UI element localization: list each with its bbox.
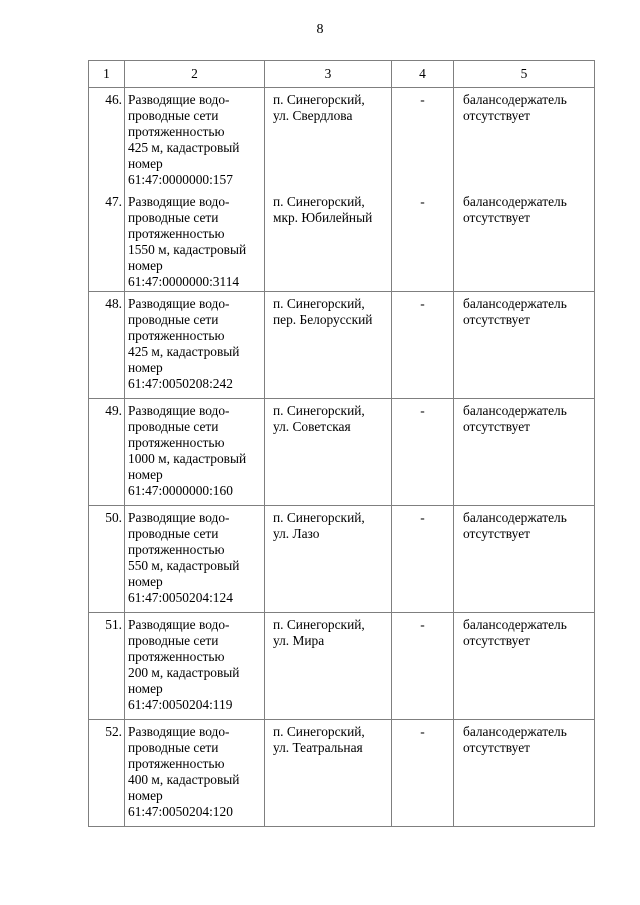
- owner-status: балансодержатель отсутствует: [463, 724, 567, 755]
- object-name: Разводящие водо- проводные сети протяженностью 200 м, кадастровый номер 61:47:0050204:119: [128, 617, 240, 712]
- col4-value: -: [420, 510, 425, 525]
- object-address: п. Синегорский, ул. Мира: [273, 617, 365, 648]
- object-name: Разводящие водо- проводные сети протяженностью 425 м, кадастровый номер 61:47:0050208:242: [128, 296, 240, 391]
- page-number: 8: [316, 22, 324, 37]
- header-col-1: 1: [89, 61, 125, 88]
- owner-status: балансодержатель отсутствует: [463, 296, 567, 327]
- header-col-4: 4: [392, 61, 454, 88]
- row-number: 51.: [105, 617, 122, 632]
- row-number: 50.: [105, 510, 122, 525]
- object-name: Разводящие водо- проводные сети протяженностью 550 м, кадастровый номер 61:47:0050204:124: [128, 510, 240, 605]
- object-address: п. Синегорский, пер. Белорусский: [273, 296, 373, 327]
- owner-status: балансодержатель отсутствует: [463, 617, 567, 648]
- header-col-5: 5: [454, 61, 595, 88]
- col4-value: -: [420, 403, 425, 418]
- object-address: п. Синегорский, ул. Лазо: [273, 510, 365, 541]
- col4-value: -: [420, 617, 425, 632]
- row-number: 48.: [105, 296, 122, 311]
- object-address: п. Синегорский, ул. Свердлова: [273, 92, 365, 123]
- table-row: [89, 292, 595, 399]
- table-row: [89, 190, 595, 292]
- owner-status: балансодержатель отсутствует: [463, 194, 567, 225]
- row-number: 47.: [105, 194, 122, 209]
- object-name: Разводящие водо- проводные сети протяженностью 425 м, кадастровый номер 61:47:0000000:157: [128, 92, 240, 187]
- table-row: [89, 88, 595, 191]
- table-row: [89, 613, 595, 720]
- table-row: [89, 399, 595, 506]
- header-col-2: 2: [125, 61, 265, 88]
- registry-table: [88, 60, 595, 827]
- owner-status: балансодержатель отсутствует: [463, 403, 567, 434]
- table-row: [89, 506, 595, 613]
- row-number: 49.: [105, 403, 122, 418]
- col4-value: -: [420, 724, 425, 739]
- row-number: 52.: [105, 724, 122, 739]
- header-col-3: 3: [265, 61, 392, 88]
- col4-value: -: [420, 194, 425, 209]
- object-address: п. Синегорский, мкр. Юбилейный: [273, 194, 373, 225]
- owner-status: балансодержатель отсутствует: [463, 92, 567, 123]
- object-name: Разводящие водо- проводные сети протяженностью 1550 м, кадастровый номер 61:47:0000000:3114: [128, 194, 247, 289]
- table-row: [89, 720, 595, 827]
- object-address: п. Синегорский, ул. Советская: [273, 403, 365, 434]
- row-number: 46.: [105, 92, 122, 107]
- object-name: Разводящие водо- проводные сети протяженностью 1000 м, кадастровый номер 61:47:0000000:160: [128, 403, 247, 498]
- owner-status: балансодержатель отсутствует: [463, 510, 567, 541]
- col4-value: -: [420, 92, 425, 107]
- table-header-row: [89, 61, 595, 88]
- col4-value: -: [420, 296, 425, 311]
- object-address: п. Синегорский, ул. Театральная: [273, 724, 365, 755]
- object-name: Разводящие водо- проводные сети протяженностью 400 м, кадастровый номер 61:47:0050204:120: [128, 724, 240, 819]
